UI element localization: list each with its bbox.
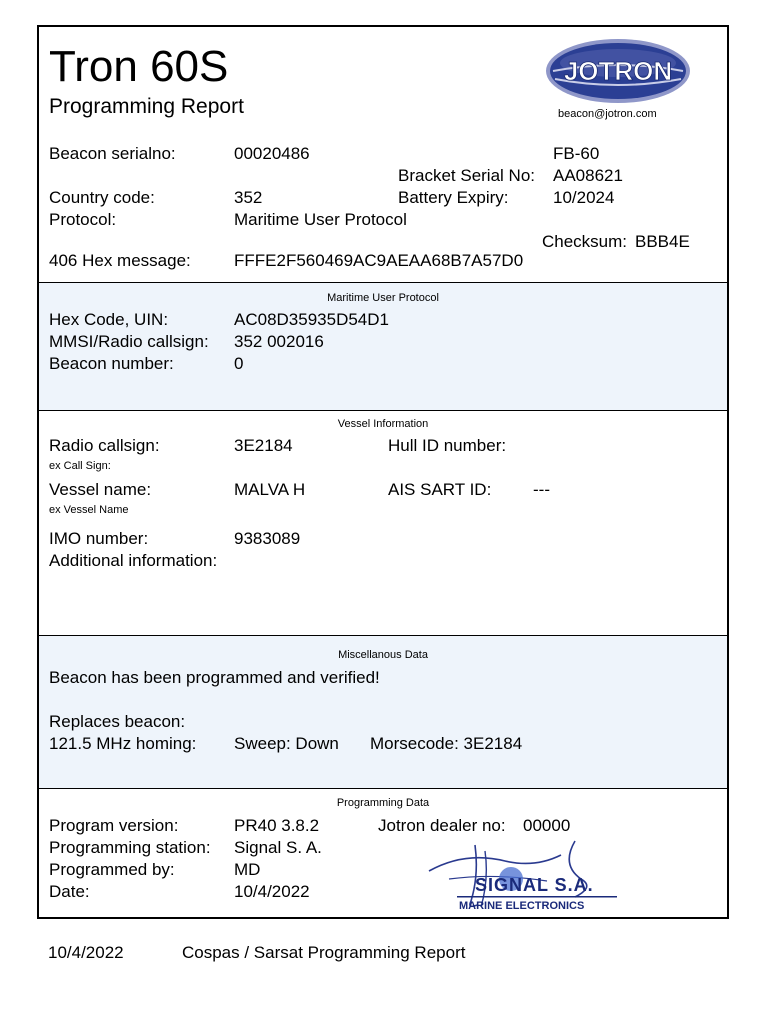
signal-stamp-signature <box>425 835 635 915</box>
contact-email: beacon@jotron.com <box>558 108 657 120</box>
vessel-name-label: Vessel name: <box>49 480 152 499</box>
maritime-heading: Maritime User Protocol <box>327 292 439 304</box>
vessel-section <box>39 410 727 635</box>
programming-heading: Programming Data <box>336 797 430 809</box>
beacon-number-value: 0 <box>234 354 244 373</box>
hex-label: 406 Hex message: <box>49 251 191 270</box>
dealer-value: 00000 <box>523 816 571 835</box>
serial-label: Beacon serialno: <box>49 144 176 163</box>
version-value: PR40 3.8.2 <box>234 816 320 835</box>
report-frame <box>37 25 729 919</box>
vessel-heading: Vessel Information <box>337 418 429 430</box>
programmed-status: Beacon has been programmed and verified! <box>49 668 380 687</box>
imo-label: IMO number: <box>49 529 149 548</box>
imo-value: 9383089 <box>234 529 301 548</box>
uin-value: AC08D35935D54D1 <box>234 310 389 329</box>
jotron-logo <box>543 37 693 105</box>
svg-text:SIGNAL S.A.: SIGNAL S.A. <box>475 875 594 895</box>
callsign-label: Radio callsign: <box>49 436 160 455</box>
ais-label: AIS SART ID: <box>388 480 492 499</box>
dealer-label: Jotron dealer no: <box>378 816 506 835</box>
report-subtitle: Programming Report <box>49 95 244 118</box>
model-value: FB-60 <box>553 144 600 163</box>
bracket-value: AA08621 <box>553 166 623 185</box>
misc-section <box>39 635 727 788</box>
svg-text:JOTRON: JOTRON <box>563 56 673 86</box>
bracket-label: Bracket Serial No: <box>398 166 535 185</box>
callsign-value: 3E2184 <box>234 436 293 455</box>
additional-info-label: Additional information: <box>49 551 218 570</box>
version-label: Program version: <box>49 816 179 835</box>
protocol-value: Maritime User Protocol <box>234 210 407 229</box>
battery-label: Battery Expiry: <box>398 188 509 207</box>
footer-date: 10/4/2022 <box>48 943 124 962</box>
battery-value: 10/2024 <box>553 188 615 207</box>
maritime-section <box>39 282 727 410</box>
mmsi-value: 352 002016 <box>234 332 324 351</box>
station-value: Signal S. A. <box>234 838 322 857</box>
vessel-name-value: MALVA H <box>234 480 306 499</box>
country-label: Country code: <box>49 188 155 207</box>
homing-label: 121.5 MHz homing: <box>49 734 197 753</box>
ex-callsign-label: ex Call Sign: <box>49 460 111 472</box>
svg-text:MARINE ELECTRONICS: MARINE ELECTRONICS <box>459 900 585 912</box>
beacon-number-label: Beacon number: <box>49 354 174 373</box>
programmed-by-label: Programmed by: <box>49 860 175 879</box>
uin-label: Hex Code, UIN: <box>49 310 169 329</box>
country-value: 352 <box>234 188 263 207</box>
date-value: 10/4/2022 <box>234 882 310 901</box>
footer-title: Cospas / Sarsat Programming Report <box>182 943 466 962</box>
protocol-label: Protocol: <box>49 210 117 229</box>
ais-value: --- <box>533 480 550 499</box>
hull-label: Hull ID number: <box>388 436 507 455</box>
hex-value: FFFE2F560469AC9AEAA68B7A57D0 <box>234 251 524 270</box>
mmsi-label: MMSI/Radio callsign: <box>49 332 209 351</box>
ex-vessel-name-label: ex Vessel Name <box>49 504 129 516</box>
checksum-value: BBB4E <box>635 232 690 251</box>
misc-heading: Miscellanous Data <box>338 649 428 661</box>
station-label: Programming station: <box>49 838 211 857</box>
morsecode-value: Morsecode: 3E2184 <box>370 734 523 753</box>
checksum-label: Checksum: <box>542 232 628 251</box>
date-label: Date: <box>49 882 90 901</box>
sweep-value: Sweep: Down <box>234 734 339 753</box>
report-title: Tron 60S <box>49 42 229 91</box>
serial-value: 00020486 <box>234 144 310 163</box>
programmed-by-value: MD <box>234 860 261 879</box>
programming-section <box>39 788 727 919</box>
replaces-label: Replaces beacon: <box>49 712 186 731</box>
